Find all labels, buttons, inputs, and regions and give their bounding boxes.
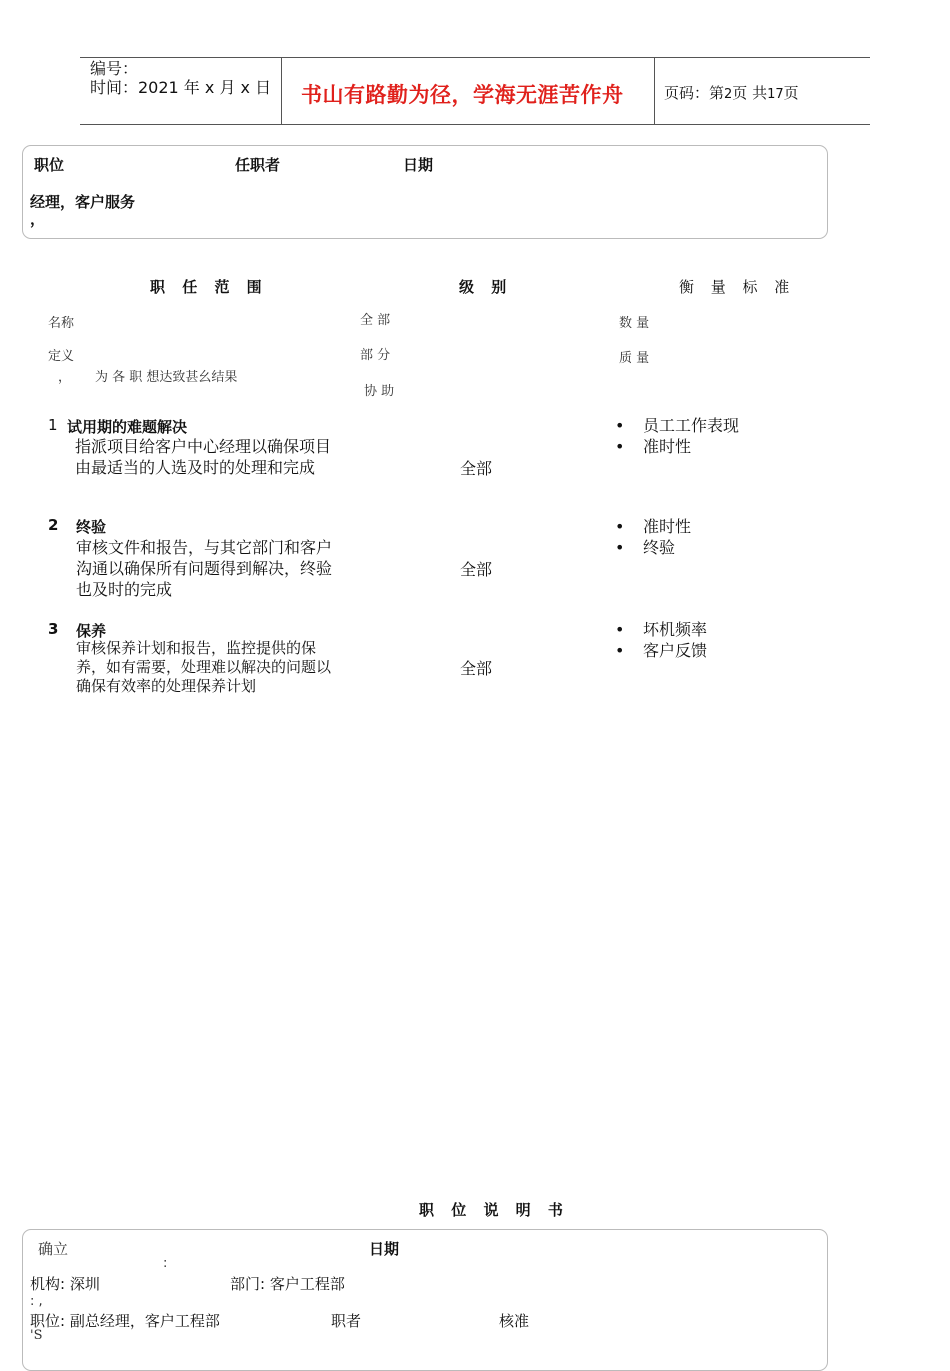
date-label: 日期 bbox=[403, 156, 434, 174]
page-prefix: 页码：第 bbox=[664, 84, 725, 102]
page-current: 2 bbox=[724, 87, 733, 102]
bullet-icon: • bbox=[615, 538, 625, 557]
motto-text: 书山有路勤为径，学海无涯苦作舟 bbox=[301, 83, 624, 107]
item-number: 2 bbox=[48, 516, 59, 534]
item-number: 3 bbox=[48, 620, 59, 638]
definition-note-comma: ， bbox=[58, 370, 72, 385]
header-divider bbox=[654, 57, 655, 125]
bullet-icon: • bbox=[615, 437, 625, 456]
measure-bullet bbox=[615, 516, 692, 537]
measure-text: 准时性 bbox=[643, 437, 692, 456]
document-time-label: 时间：2021 年 x 月 x 日 bbox=[90, 78, 272, 97]
measure-text: 员工工作表现 bbox=[643, 416, 740, 435]
header-bottom-rule bbox=[80, 124, 870, 125]
page-number bbox=[664, 82, 799, 103]
measure-bullet bbox=[615, 415, 740, 436]
item-description: 审核文件和报告，与其它部门和客户沟通以确保所有问题得到解决，终验也及时的完成 bbox=[76, 538, 333, 599]
measure-bullet bbox=[615, 436, 692, 457]
item-title: 保养 bbox=[76, 622, 107, 640]
measure-text: 客户反馈 bbox=[643, 641, 708, 660]
quantity-subheading: 数 量 bbox=[619, 316, 650, 331]
job-description-title: 职 位 说 明 书 bbox=[419, 1201, 569, 1219]
item-level: 全部 bbox=[460, 659, 493, 678]
level-part-subheading: 部 分 bbox=[360, 348, 391, 363]
measure-bullet bbox=[615, 619, 708, 640]
item-level: 全部 bbox=[460, 459, 493, 478]
confirm-label: 确立 bbox=[38, 1240, 69, 1258]
scope-column-heading: 职 任 范 围 bbox=[150, 278, 268, 296]
position-label: 职位: 副总经理，客户工程部 bbox=[30, 1312, 220, 1330]
definition-subheading: 定义 bbox=[48, 349, 75, 364]
page-suffix: 页 bbox=[783, 84, 799, 102]
level-assist-subheading: 协 助 bbox=[364, 384, 395, 399]
item-level: 全部 bbox=[460, 560, 493, 579]
incumbent-label: 任职者 bbox=[235, 156, 281, 174]
trailing-text: 'S bbox=[30, 1328, 43, 1343]
bullet-icon: • bbox=[615, 517, 625, 536]
header-top-rule bbox=[80, 57, 870, 58]
punctuation-line: : , bbox=[30, 1294, 43, 1309]
measure-bullet bbox=[615, 640, 708, 661]
page-total: 17 bbox=[767, 87, 784, 102]
definition-note: 为 各 职 想达致甚幺结果 bbox=[95, 370, 238, 385]
item-title: 终验 bbox=[76, 518, 107, 536]
document-number-label: 编号： bbox=[90, 59, 139, 78]
incumbent-label: 职者 bbox=[331, 1312, 362, 1330]
level-all-subheading: 全 部 bbox=[360, 313, 391, 328]
item-description: 指派项目给客户中心经理以确保项目由最适当的人选及时的处理和完成 bbox=[75, 437, 332, 477]
name-subheading: 名称 bbox=[48, 316, 75, 331]
page-mid: 页 共 bbox=[732, 84, 768, 102]
measure-text: 坏机频率 bbox=[643, 620, 708, 639]
measure-text: 准时性 bbox=[643, 517, 692, 536]
measure-column-heading: 衡 量 标 准 bbox=[679, 278, 796, 296]
item-title: 试用期的难题解决 bbox=[67, 418, 188, 436]
organization-label: 机构: 深圳 bbox=[30, 1275, 100, 1293]
bullet-icon: • bbox=[615, 641, 625, 660]
level-column-heading: 级 别 bbox=[459, 278, 513, 296]
position-comma: ， bbox=[30, 210, 46, 228]
bullet-icon: • bbox=[615, 620, 625, 639]
header-divider bbox=[281, 57, 282, 125]
item-description: 审核保养计划和报告，监控提供的保养，如有需要，处理难以解决的问题以确保有效率的处理保养计划 bbox=[76, 639, 332, 695]
job-description-box bbox=[22, 1229, 828, 1371]
quality-subheading: 质 量 bbox=[619, 351, 650, 366]
department-label: 部门: 客户工程部 bbox=[230, 1275, 345, 1293]
position-label: 职位 bbox=[34, 156, 65, 174]
date-label: 日期 bbox=[369, 1240, 400, 1258]
bullet-icon: • bbox=[615, 416, 625, 435]
measure-bullet bbox=[615, 537, 676, 558]
colon-mark: : bbox=[163, 1256, 168, 1271]
measure-text: 终验 bbox=[643, 538, 676, 557]
position-value: 经理，客户服务 bbox=[30, 193, 136, 211]
item-number: 1 bbox=[48, 416, 58, 434]
approver-label: 核准 bbox=[499, 1312, 530, 1330]
